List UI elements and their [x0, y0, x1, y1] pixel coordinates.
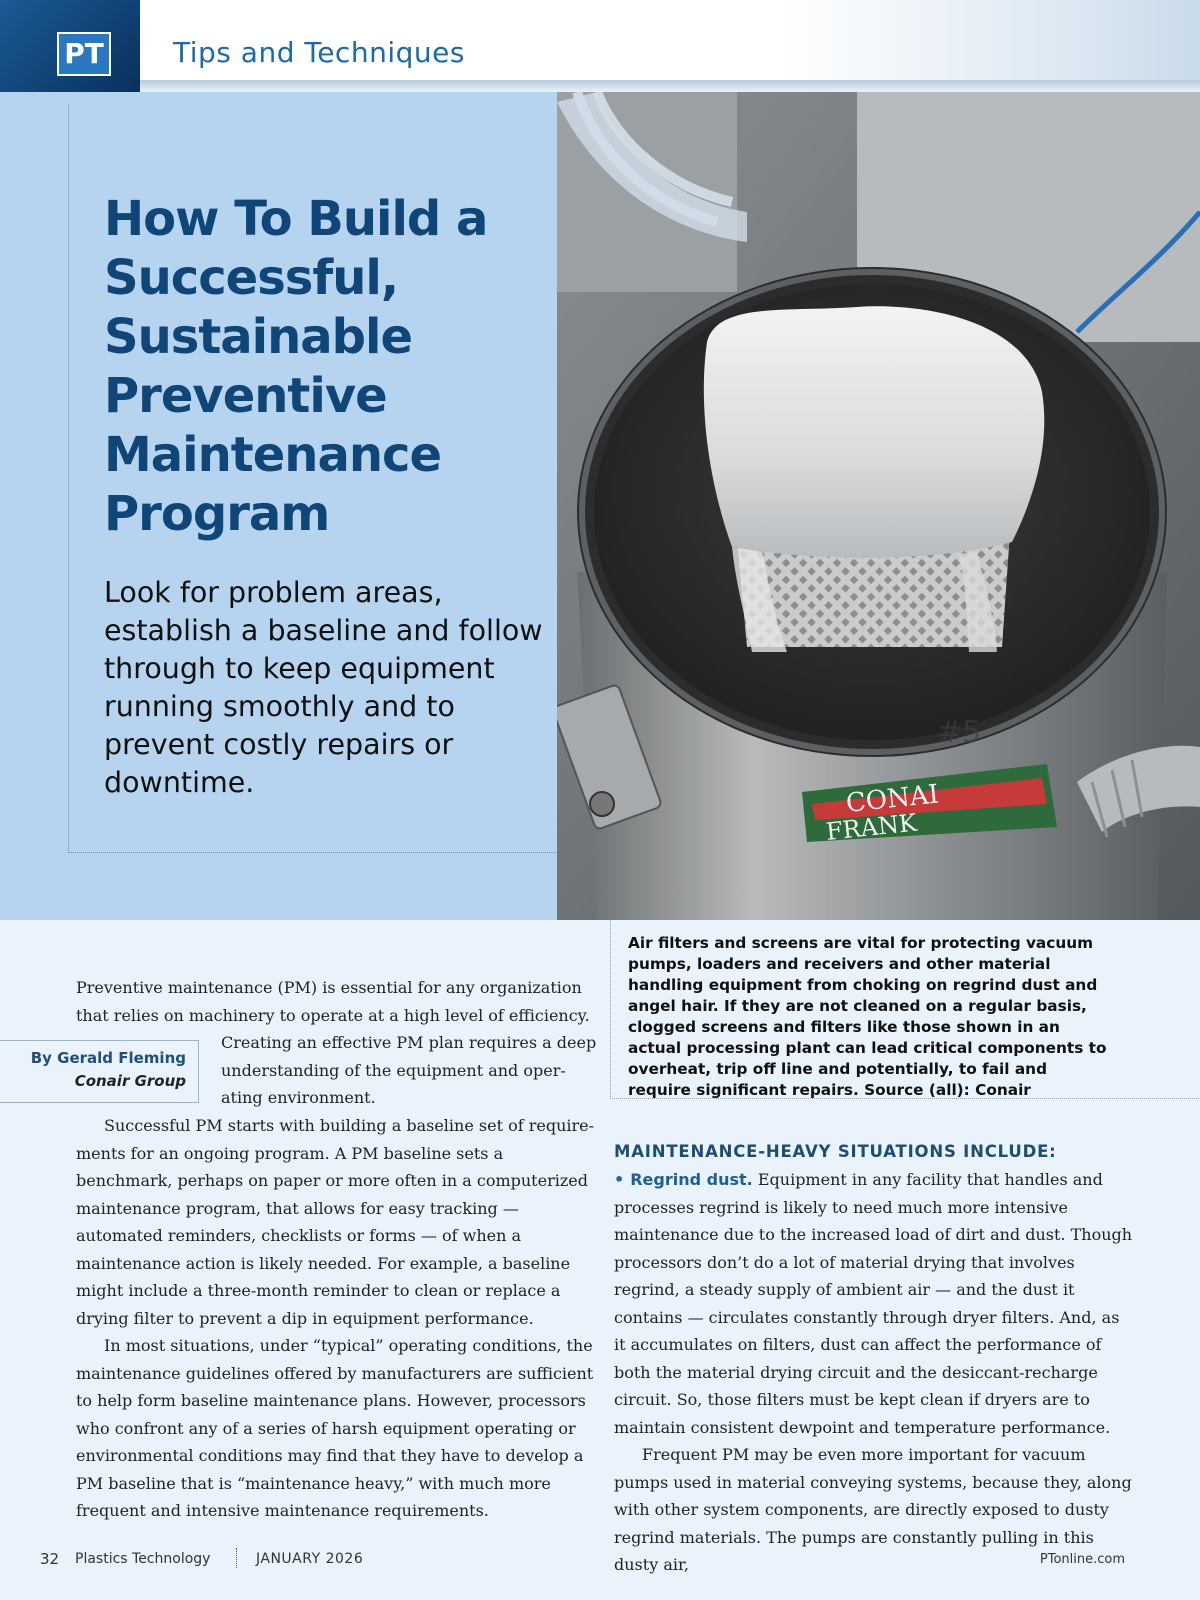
column-1-body [76, 1112, 596, 1525]
brand-block [0, 0, 140, 104]
intro-continuation-text: Creating an effective PM plan requires a deep understanding of the equipment and operating environment. [221, 1033, 597, 1107]
paragraph-vacuum-pumps: Frequent PM may be even more important for vacuum pumps used in material conveying systems, because they, along with other system components, are directly exposed to dusty regrind materials. The pumps are constantly pulling in this dusty air, [614, 1445, 1132, 1574]
bullet-icon: • [614, 1170, 625, 1189]
article-title: How To Build a Successful, Sustainable Preventive Maintenance Program [104, 191, 488, 542]
drum-label-line1: CONAI [844, 779, 941, 819]
page-footer [0, 1540, 1200, 1600]
byline-author: By Gerald Fleming [30, 1049, 186, 1067]
byline [0, 1040, 199, 1103]
column-2-body [614, 1166, 1134, 1579]
site-link[interactable]: PTonline.com [1039, 1552, 1125, 1567]
article-dek: Look for problem areas, establish a baseline and follow through to keep equipment running smoothly and to prevent costly repairs or downtime. [104, 576, 543, 799]
bullet-regrind-dust [614, 1166, 1134, 1441]
footer-divider [236, 1548, 237, 1568]
paragraph-baseline: Successful PM starts with building a baseline set of requirements for an ongoing program. A PM baseline sets a benchmark, perhaps on paper or more often in a computerized maintenance program, that allows for easy tracking — automated reminders, checklists or forms — of when a maintenance action is likely needed. For example, a baseline might include a three-month reminder to clean or replace a drying filter to prevent a dip in equipment performance. [76, 1116, 595, 1328]
section-title: Tips and Techniques [173, 36, 465, 69]
paragraph-typical-conditions: In most situations, under “typical” operating conditions, the maintenance guidelines offered by manufacturers are sufficient to help form baseline maintenance plans. However, processors who confront any of a series of harsh equipment operating or environmental conditions may find that they have to develop a PM baseline that is “maintenance heavy,” with much more frequent and intensive maintenance requirements. [76, 1336, 594, 1520]
bullet-lead: Regrind dust. [630, 1170, 753, 1189]
issue-date: JANUARY 2026 [256, 1551, 364, 1567]
photo-caption: Air filters and screens are vital for protecting vacuum pumps, loaders and receivers and other material handling equipment from choking on regrind dust and angel hair. If they are not cleaned on a regular basis, clogged screens and filters like those shown in an actual processing plant can lead critical components to overheat, trip off line and potentially, to fail and require significant repairs. Source (all): Conair [628, 934, 1107, 1099]
magazine-name: Plastics Technology [75, 1551, 211, 1567]
intro-text: Preventive maintenance (PM) is essential for any organization that relies on machinery to operate at a high level of efficiency. [76, 978, 590, 1025]
drum-number: #5 [937, 715, 982, 750]
header-shadow [140, 80, 1200, 92]
intro-paragraph [76, 974, 596, 1029]
section-subhead: MAINTENANCE-HEAVY SITUATIONS INCLUDE: [614, 1142, 1057, 1161]
drum-label-line2: FRANK [824, 808, 919, 846]
byline-organization: Conair Group [74, 1072, 186, 1090]
page-number: 32 [40, 1550, 60, 1568]
pt-logo[interactable]: PT [57, 32, 111, 76]
bullet-text: Equipment in any facility that handles and processes regrind is likely to need much more intensive maintenance due to the increased load of dirt and dust. Though processors don’t do a lot of material drying that involves regrind, a steady supply of ambient air — and the dust it contains — circulates constantly through dryer filters. And, as it accumulates on filters, dust can affect the performance of both the material drying circuit and the desiccant-recharge circuit. So, those filters must be kept clean if dryers are to maintain consistent dewpoint and temperature performance. [614, 1170, 1133, 1437]
intro-continuation [221, 1029, 599, 1112]
dust-clogged-filter-photo [557, 92, 1200, 920]
